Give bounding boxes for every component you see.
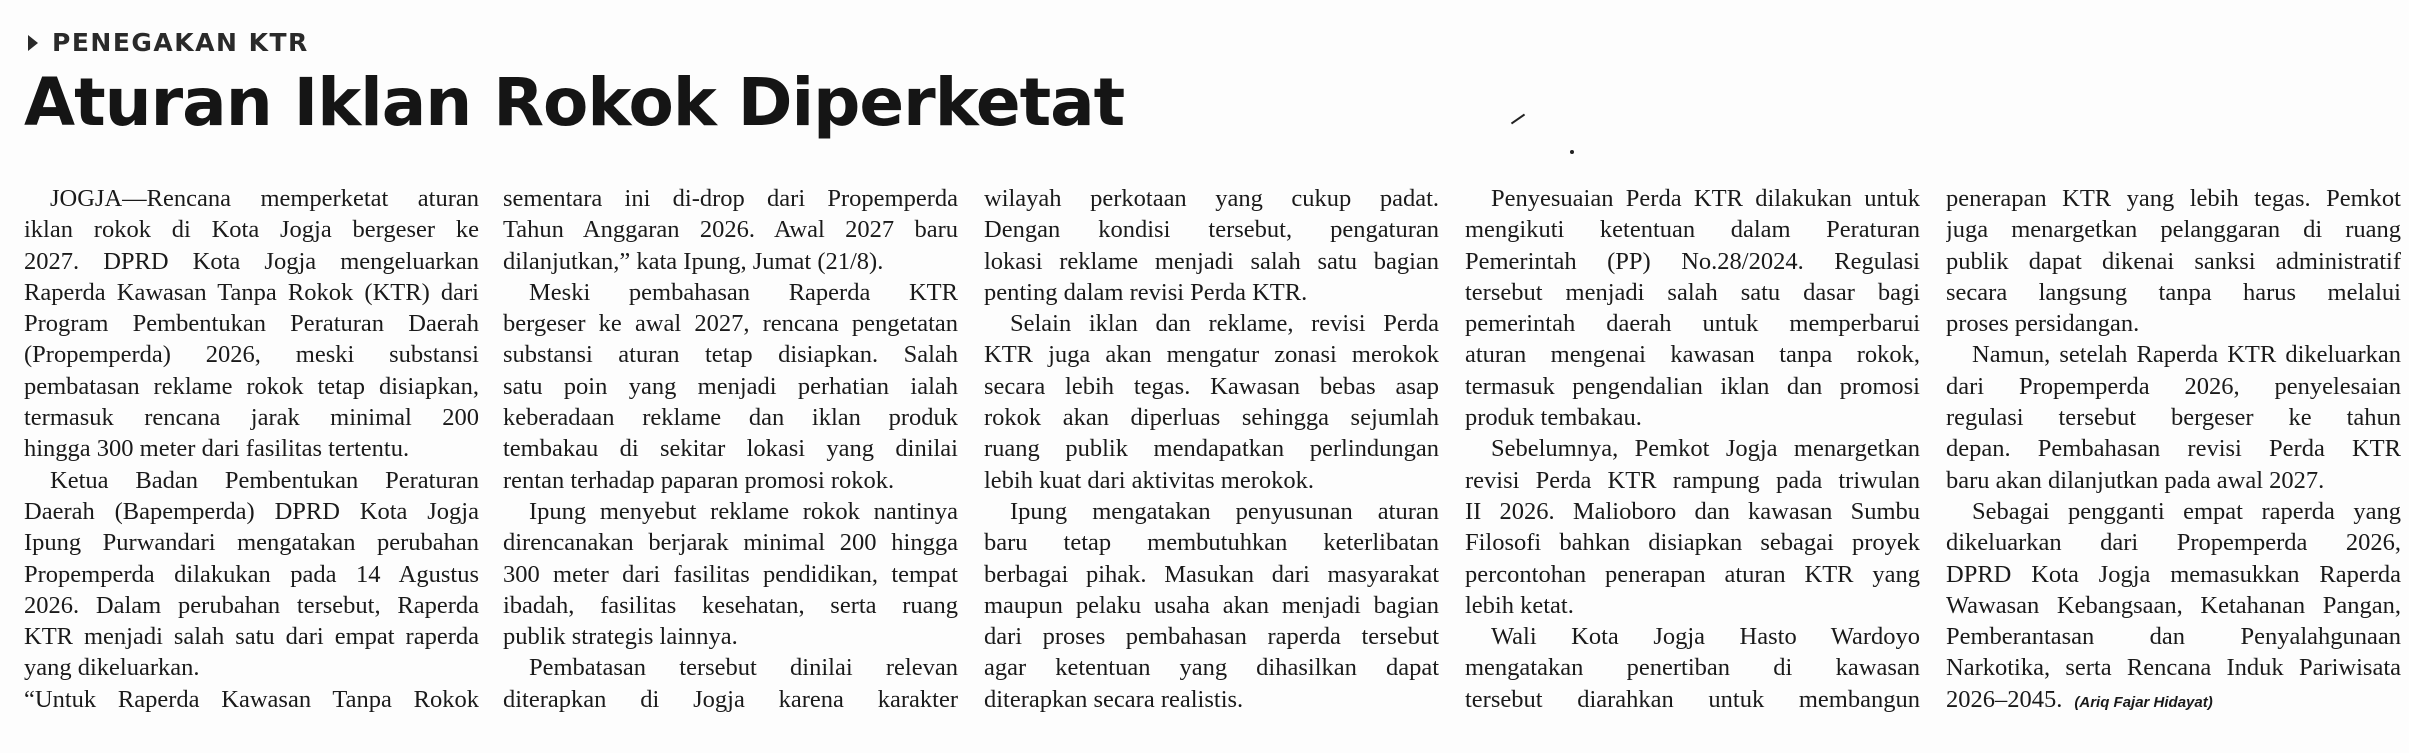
article-column-1 (24, 183, 479, 715)
text-line: Filosofi bahkan disiapkan sebagai proyek (1465, 529, 1920, 557)
text-line: aturan mengenai kawasan tanpa rokok, (1465, 341, 1920, 369)
text-line: substansi aturan tetap disiapkan. Salah (503, 341, 958, 369)
text-line: KTR juga akan mengatur zonasi merokok (984, 341, 1439, 369)
text-line: Tahun Anggaran 2026. Awal 2027 baru (503, 216, 958, 244)
text-line: Wali Kota Jogja Hasto Wardoyo (1491, 623, 1920, 651)
text-line: proses persidangan. (1946, 310, 2140, 338)
text-line: rokok akan diperluas sehingga sejumlah (984, 404, 1439, 432)
text-line: Selain iklan dan reklame, revisi Perda (1010, 310, 1439, 338)
text-line: ruang publik mendapatkan perlindungan (984, 435, 1439, 463)
text-line: secara lebih tegas. Kawasan bebas asap (984, 372, 1439, 400)
section-rubric (28, 28, 309, 57)
text-line: diterapkan di Jogja karena karakter (503, 685, 958, 713)
article-body (0, 183, 2409, 743)
text-line: produk tembakau. (1465, 404, 1642, 432)
text-line: sementara ini di-drop dari Propemperda (503, 185, 958, 212)
byline: (Ariq Fajar Hidayat) (2074, 693, 2213, 711)
text-line: Ipung Purwandari mengatakan perubahan (24, 529, 479, 557)
text-line: Pembatasan tersebut dinilai relevan (529, 654, 958, 682)
text-line: Dengan kondisi tersebut, pengaturan (984, 216, 1439, 244)
article-column-2 (503, 183, 958, 715)
article-column-5 (1946, 183, 2401, 715)
text-line: Pemerintah (PP) No.28/2024. Regulasi (1465, 247, 1920, 275)
text-line: baru tetap membutuhkan keterlibatan (984, 529, 1439, 557)
text-line: 300 meter dari fasilitas pendidikan, tempat (503, 560, 958, 588)
article-column-4 (1465, 183, 1920, 715)
text-line: KTR menjadi salah satu dari empat raperda (24, 623, 479, 651)
text-line: berbagai pihak. Masukan dari masyarakat (984, 560, 1439, 588)
text-line: pemerintah daerah untuk memperbarui (1465, 310, 1920, 338)
text-line: lebih ketat. (1465, 591, 1574, 619)
text-line: Daerah (Bapemperda) DPRD Kota Jogja (24, 497, 479, 525)
text-line: bergeser ke awal 2027, rencana pengetatan (503, 310, 958, 338)
rubric-label: PENEGAKAN KTR (52, 28, 309, 57)
text-line: lebih kuat dari aktivitas merokok. (984, 466, 1314, 494)
text-line: dikeluarkan dari Propemperda 2026, (1946, 529, 2401, 557)
text-line: regulasi tersebut bergeser ke tahun (1946, 404, 2401, 432)
text-line: keberadaan reklame dan iklan produk (503, 404, 958, 432)
text-line: mengikuti ketentuan dalam Peraturan (1465, 216, 1920, 244)
text-line: yang dikeluarkan. (24, 654, 200, 682)
text-line: termasuk pengendalian iklan dan promosi (1465, 372, 1920, 400)
text-line: penting dalam revisi Perda KTR. (984, 278, 1308, 306)
text-line: juga menargetkan pelanggaran di ruang (1946, 216, 2401, 244)
text-line: “Untuk Raperda Kawasan Tanpa Rokok (24, 685, 479, 713)
text-line: diterapkan secara realistis. (984, 685, 1244, 713)
text-line: agar ketentuan yang dihasilkan dapat (984, 654, 1439, 682)
triangle-bullet-icon (28, 35, 38, 51)
text-line: Namun, setelah Raperda KTR dikeluarkan (1972, 341, 2401, 369)
text-line: tersebut menjadi salah satu dasar bagi (1465, 278, 1920, 306)
text-line: dari proses pembahasan raperda tersebut (984, 623, 1439, 651)
text-line: Raperda Kawasan Tanpa Rokok (KTR) dari (24, 278, 479, 306)
text-line: tembakau di sekitar lokasi yang dinilai (503, 435, 958, 463)
text-line: Ketua Badan Pembentukan Peraturan (50, 466, 479, 494)
text-line: dilanjutkan,” kata Ipung, Jumat (21/8). (503, 247, 884, 275)
text-line: Sebelumnya, Pemkot Jogja menargetkan (1491, 435, 1920, 463)
text-line: depan. Pembahasan revisi Perda KTR (1946, 435, 2401, 463)
text-line: mengatakan penertiban di kawasan (1465, 654, 1920, 682)
text-line: Ipung mengatakan penyusunan aturan (1010, 497, 1439, 525)
text-line: Pemberantasan dan Penyalahgunaan (1946, 623, 2401, 651)
text-line: JOGJA—Rencana memperketat aturan (50, 185, 479, 212)
text-line: direncanakan berjarak minimal 200 hingga (503, 529, 958, 557)
scan-speck (1511, 114, 1525, 125)
text-line: pembatasan reklame rokok tetap disiapkan, (24, 372, 479, 400)
text-line: Wawasan Kebangsaan, Ketahanan Pangan, (1946, 591, 2401, 619)
text-line: revisi Perda KTR rampung pada triwulan (1465, 466, 1920, 494)
text-line: DPRD Kota Jogja memasukkan Raperda (1946, 560, 2401, 588)
text-line: Program Pembentukan Peraturan Daerah (24, 310, 479, 338)
text-line: rentan terhadap paparan promosi rokok. (503, 466, 895, 494)
text-line: secara langsung tanpa harus melalui (1946, 278, 2401, 306)
text-line: percontohan penerapan aturan KTR yang (1465, 560, 1920, 588)
text-line: 2026–2045. (Ariq Fajar Hidayat) (1946, 685, 2213, 713)
text-line: publik strategis lainnya. (503, 623, 738, 651)
text-line: ibadah, fasilitas kesehatan, serta ruang (503, 591, 958, 619)
article-column-3 (984, 183, 1439, 715)
text-line: 2027. DPRD Kota Jogja mengeluarkan (24, 247, 479, 275)
text-line: (Propemperda) 2026, meski substansi (24, 341, 479, 369)
text-line: tersebut diarahkan untuk membangun (1465, 685, 1920, 713)
text-line: penerapan KTR yang lebih tegas. Pemkot (1946, 185, 2401, 212)
text-line: baru akan dilanjutkan pada awal 2027. (1946, 466, 2325, 494)
text-line: satu poin yang menjadi perhatian ialah (503, 372, 958, 400)
text-line: II 2026. Malioboro dan kawasan Sumbu (1465, 497, 1920, 525)
text-line: 2026. Dalam perubahan tersebut, Raperda (24, 591, 479, 619)
text-line: dari Propemperda 2026, penyelesaian (1946, 372, 2401, 400)
text-line: maupun pelaku usaha akan menjadi bagian (984, 591, 1439, 619)
text-line: Penyesuaian Perda KTR dilakukan untuk (1491, 185, 1920, 212)
text-line: Sebagai pengganti empat raperda yang (1972, 497, 2401, 525)
text-line: Propemperda dilakukan pada 14 Agustus (24, 560, 479, 588)
text-line: Narkotika, serta Rencana Induk Pariwisata (1946, 654, 2401, 682)
text-line: lokasi reklame menjadi salah satu bagian (984, 247, 1439, 275)
text-line: publik dapat dikenai sanksi administratif (1946, 247, 2401, 275)
text-line: Meski pembahasan Raperda KTR (529, 278, 958, 306)
headline: Aturan Iklan Rokok Diperketat (24, 64, 1125, 141)
text-line: termasuk rencana jarak minimal 200 (24, 404, 479, 432)
scan-speck (1570, 150, 1574, 154)
text-line: wilayah perkotaan yang cukup padat. (984, 185, 1439, 212)
text-line: hingga 300 meter dari fasilitas tertentu. (24, 435, 410, 463)
text-line: iklan rokok di Kota Jogja bergeser ke (24, 216, 479, 244)
text-line: Ipung menyebut reklame rokok nantinya (529, 497, 958, 525)
